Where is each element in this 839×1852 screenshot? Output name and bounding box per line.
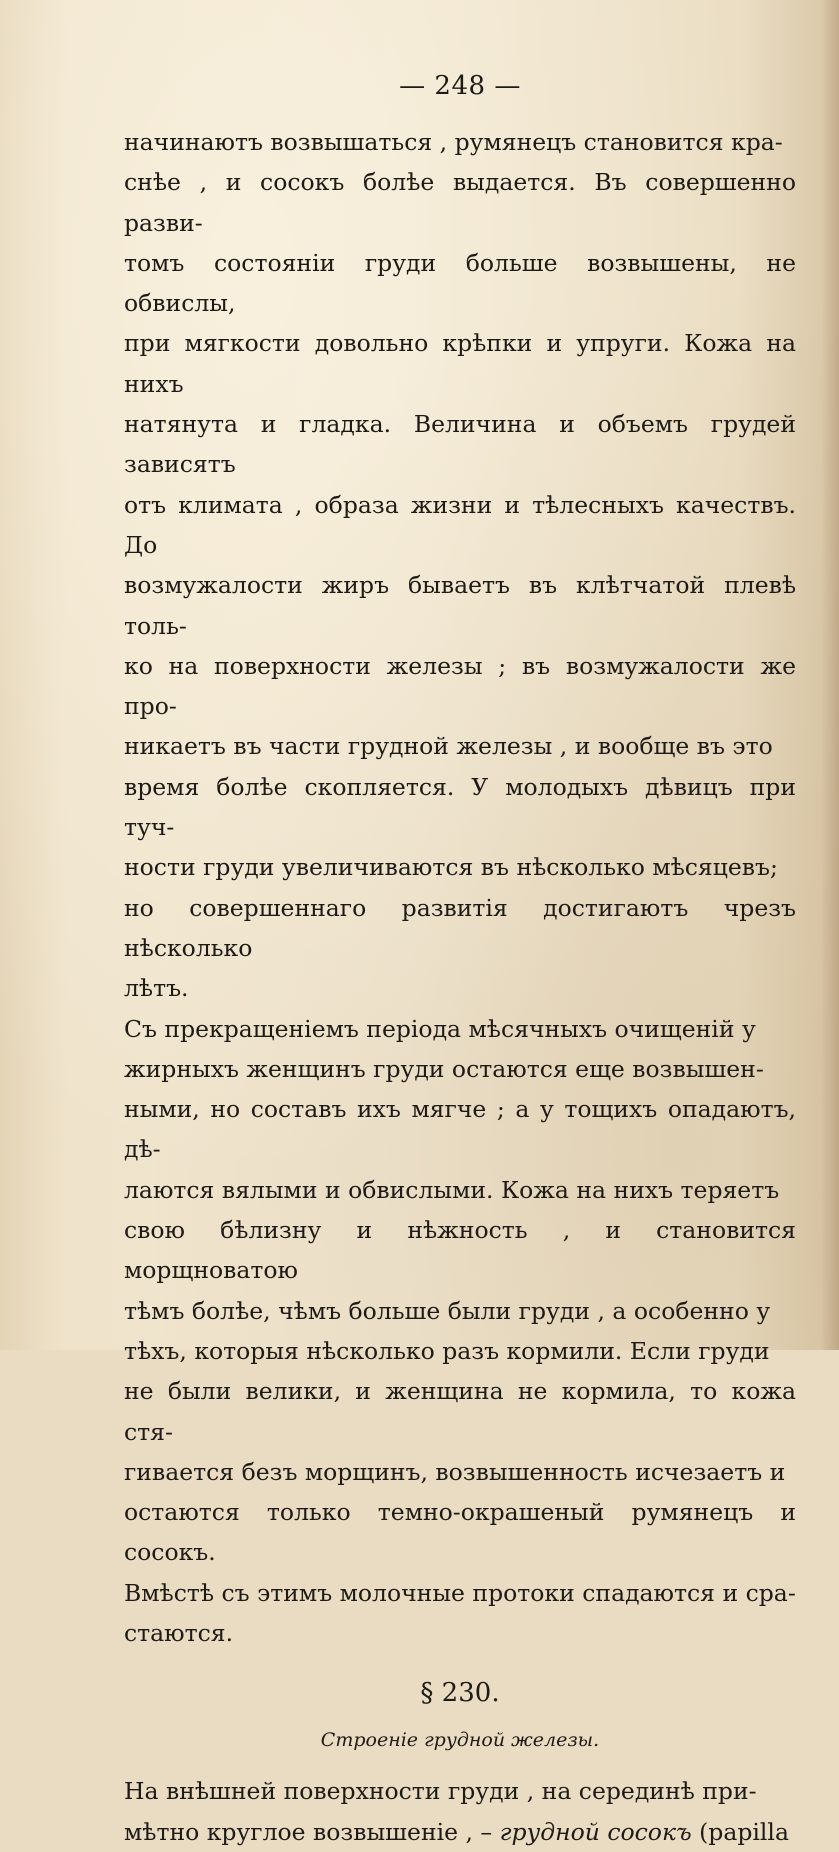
text-line: отъ климата , образа жизни и тѣлесныхъ качествъ. До [124, 490, 796, 559]
text-line: ко на поверхности железы ; въ возмужалости же про- [124, 651, 796, 721]
paragraph-1 [124, 122, 796, 1009]
text-line: при мягкости довольно крѣпки и упруги. Кожа на нихъ [124, 329, 796, 398]
text-line: томъ состоянiи груди больше возвышены, не обвислы, [124, 248, 796, 318]
text-line-end: (papilla [691, 1817, 789, 1846]
text-line: снѣе , и сосокъ болѣе выдается. Въ совершенно разви- [124, 168, 796, 237]
text-line: остаются только темно-окрашеный румянецъ и сосокъ. [124, 1498, 796, 1567]
text-line: лѣтъ. [124, 974, 189, 1003]
section-title: Строенiе грудной железы. [320, 1729, 600, 1752]
text-line: натянута и гладка. Величина и объемъ грудей зависятъ [124, 410, 796, 479]
text-line: На внѣшней поверхности груди , на серединѣ при- [124, 1777, 757, 1806]
text-line: никаетъ въ части грудной железы , и вообще въ это [124, 732, 773, 761]
text-line: возмужалости жиръ бываетъ въ клѣтчатой плевѣ толь- [124, 571, 796, 640]
text-line: лаются вялыми и обвислыми. Кожа на нихъ теряетъ [124, 1175, 780, 1204]
text-line: Съ прекращенiемъ перiода мѣсячныхъ очищенiй у [124, 1014, 756, 1043]
paragraph-2 [124, 1009, 796, 1654]
text-line: начинаютъ возвышаться , румянецъ становится кра- [124, 128, 783, 156]
page-number: — 248 — [399, 71, 521, 101]
text-line: жирныхъ женщинъ груди остаются еще возвышен- [124, 1054, 764, 1083]
text-line: тѣхъ, которыя нѣсколько разъ кормили. Если груди [124, 1336, 770, 1365]
text-line: гивается безъ морщинъ, возвышенность исчезаетъ и [124, 1457, 786, 1486]
text-line: не были велики, и женщина не кормила, то кожа стя- [124, 1377, 796, 1446]
text-line: ности груди увеличиваются въ нѣсколько мѣсяцевъ; [124, 853, 778, 882]
section-number: § 230. [420, 1678, 500, 1709]
text-line: но совершеннаго развитiя достигаютъ чрезъ нѣсколько [124, 893, 796, 962]
text-line: тѣмъ болѣе, чѣмъ больше были груди , а особенно у [124, 1296, 771, 1325]
text-line: стаются. [124, 1618, 234, 1647]
text-line: свою бѣлизну и нѣжность , и становится морщноватою [124, 1216, 796, 1285]
text-line-start: мѣтно круглое возвышенiе , – [124, 1817, 500, 1846]
page-text [124, 68, 796, 1852]
paragraph-3 [124, 1771, 796, 1852]
text-line: время болѣе скопляется. У молодыхъ дѣвицъ при туч- [124, 772, 796, 842]
text-line: ными, но составъ ихъ мягче ; а у тощихъ опадаютъ, дѣ- [124, 1095, 796, 1164]
italic-term: грудной сосокъ [499, 1817, 692, 1846]
text-line: Вмѣстѣ съ этимъ молочные протоки спадаются и сра- [124, 1578, 796, 1607]
